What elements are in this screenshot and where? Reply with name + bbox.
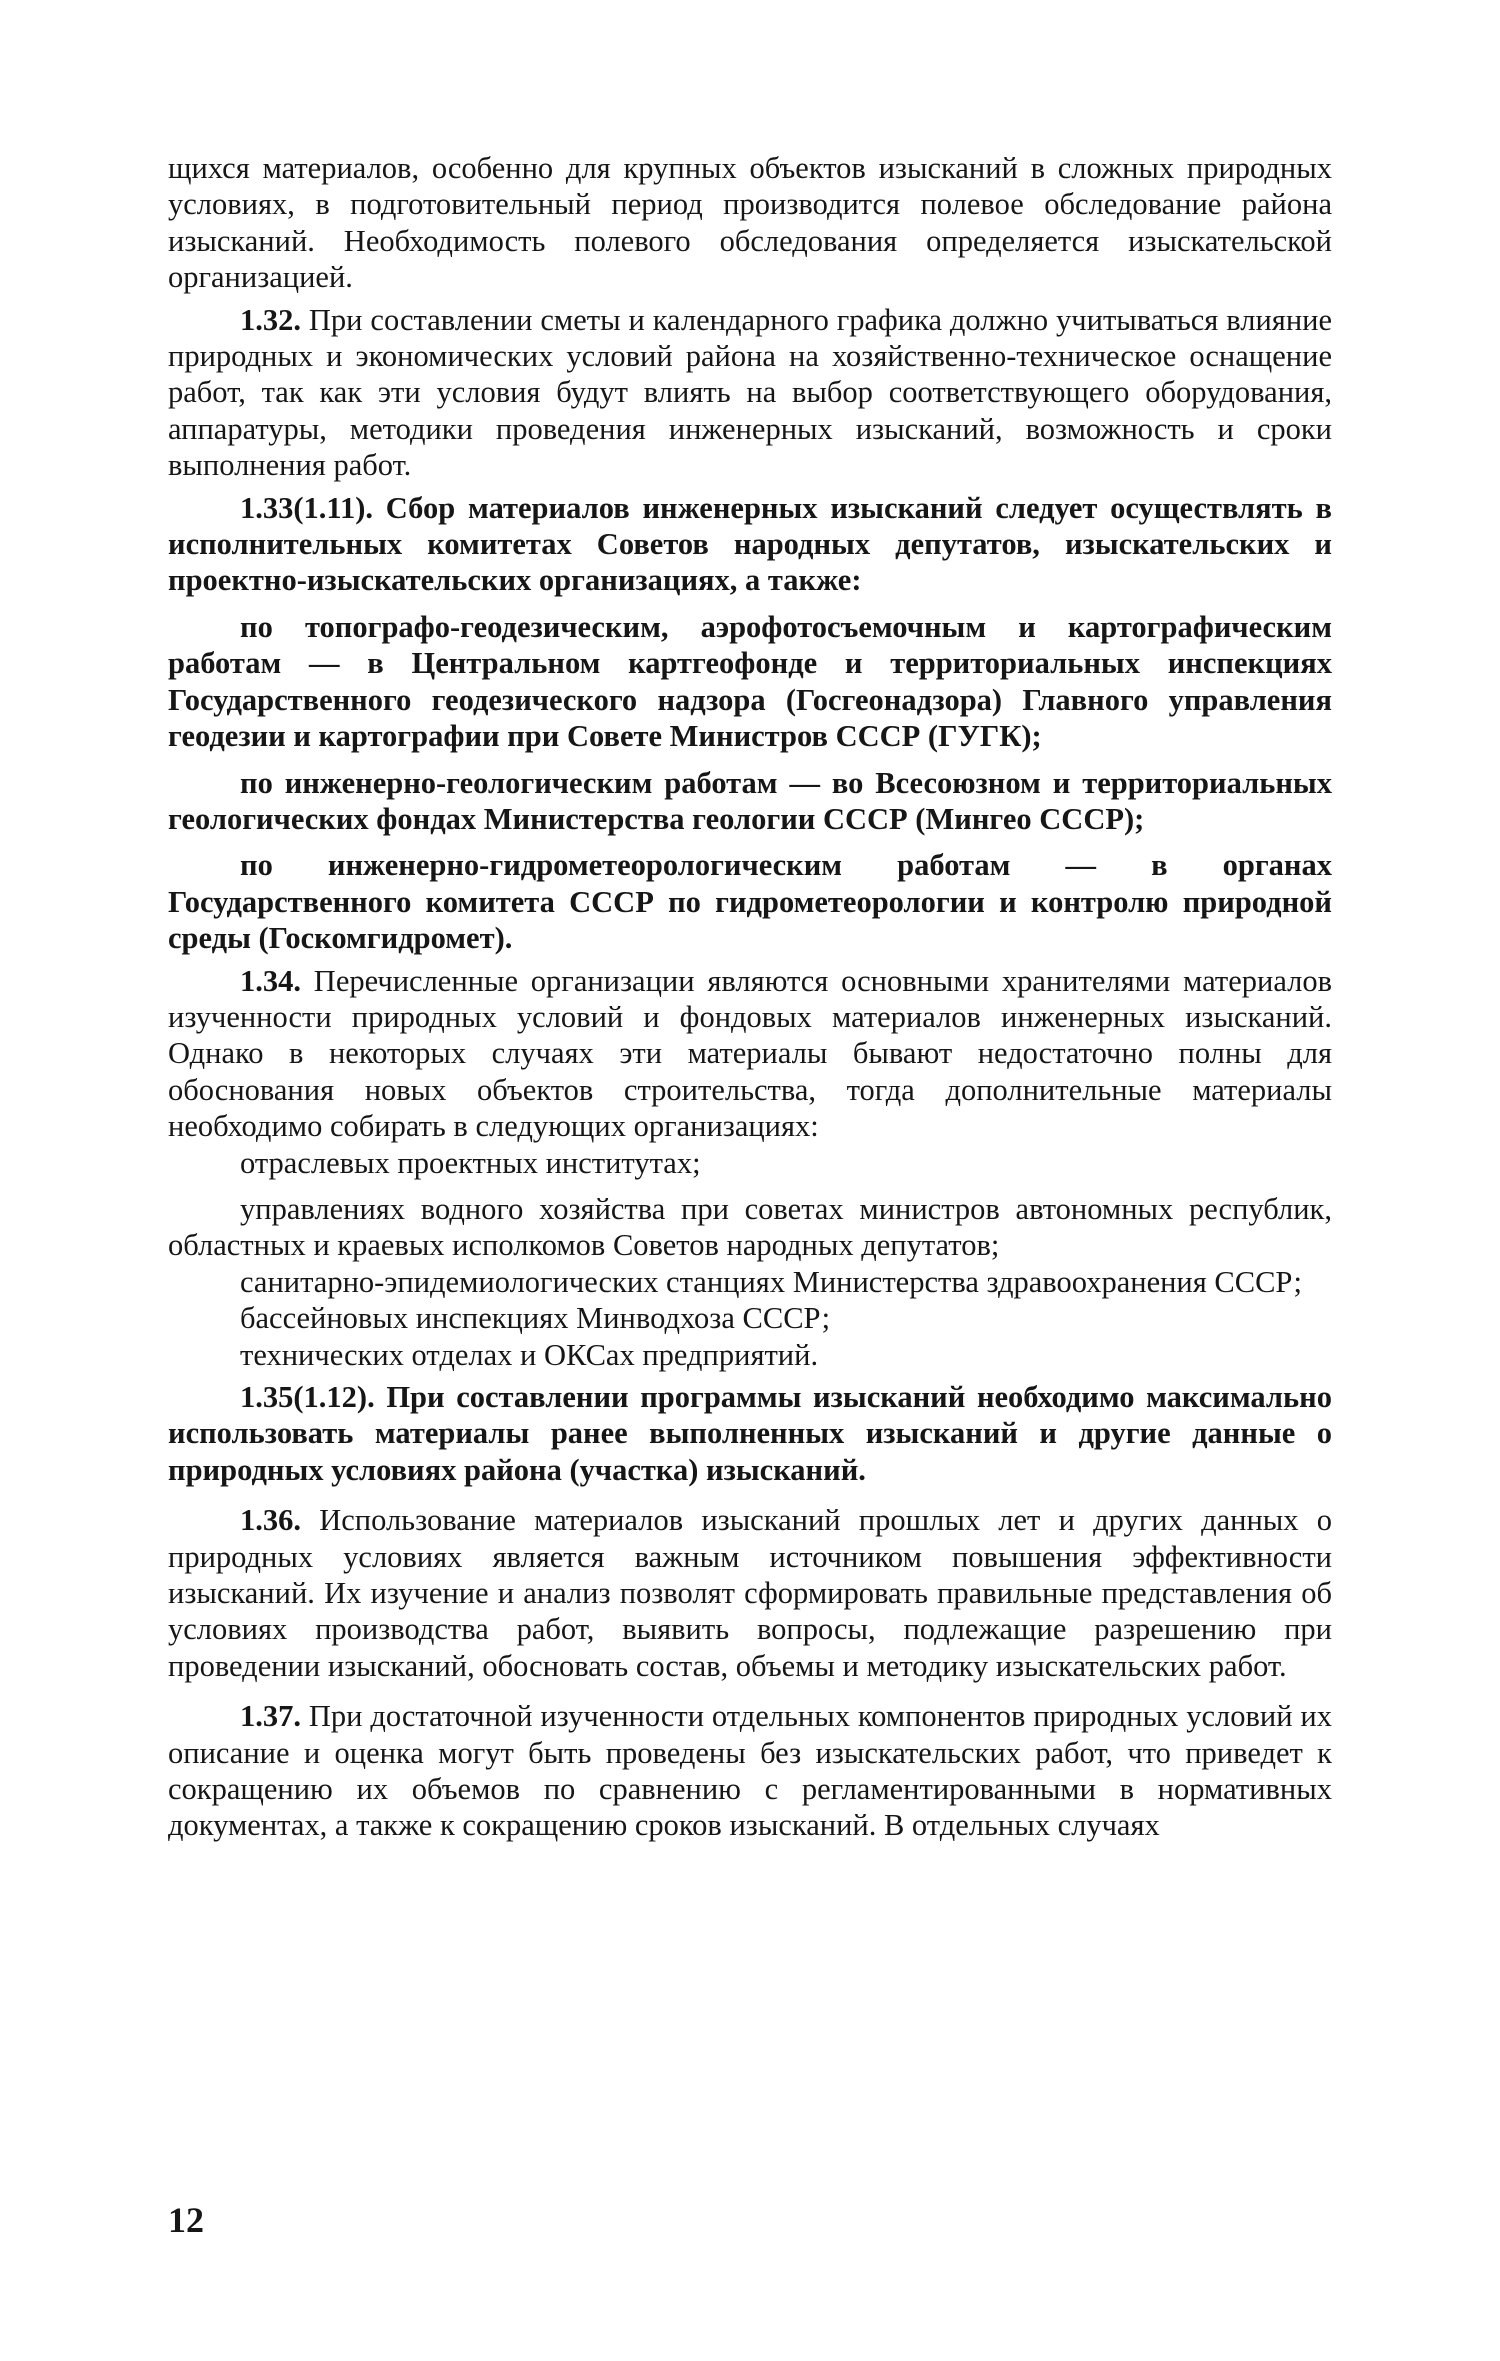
list-item — [168, 609, 1332, 755]
paragraph-1-37 — [168, 1698, 1332, 1844]
paragraph-1-33 — [168, 490, 1332, 599]
list-item — [168, 1191, 1332, 1264]
paragraph-1-34 — [168, 963, 1332, 1145]
paragraph-number: 1.35(1.12). — [240, 1380, 375, 1414]
list-item — [168, 1264, 1332, 1300]
paragraph-1-36 — [168, 1502, 1332, 1684]
paragraph-text: Использование материалов изысканий прошлых лет и других данных о природных условиях является важным источником повышения эффективности изысканий. Их изучение и анализ позволят сформировать правильные представления об условиях производства работ, выявить вопросы, подлежащие разрешению при проведении изысканий, обосновать состав, объемы и методику изыскательских работ. — [168, 1503, 1332, 1683]
page-number: 12 — [168, 2200, 204, 2240]
paragraph-1-35 — [168, 1379, 1332, 1488]
paragraph-number: 1.37. — [240, 1699, 301, 1734]
paragraph-text: управлениях водного хозяйства при советах министров автономных республик, областных и краевых исполкомов Советов народных депутатов; — [168, 1191, 1332, 1263]
paragraph-text: щихся материалов, особенно для крупных объектов изысканий в сложных природных условиях, в подготовительный период производится полевое обследование района изысканий. Необходимость полевого обследования определяется изыскательской организацией. — [168, 151, 1332, 295]
paragraph-text: санитарно-эпидемиологических станциях Министерства здравоохранения СССР; — [240, 1264, 1303, 1299]
paragraph-text: по инженерно-гидрометеорологическим работам — в органах Государственного комитета СССР по гидрометеорологии и контролю природной среды (Госкомгидромет). — [168, 848, 1332, 956]
paragraph-text: бассейновых инспекциях Минводхоза СССР; — [240, 1301, 831, 1336]
text-body — [168, 150, 1332, 1844]
paragraph-continuation — [168, 150, 1332, 296]
list-item — [168, 765, 1332, 838]
paragraph-number: 1.34. — [240, 963, 301, 998]
list-item — [168, 1145, 1332, 1181]
list-item — [168, 847, 1332, 956]
paragraph-text: по инженерно-геологическим работам — во Всесоюзном и территориальных геологических фондах Министерства геологии СССР (Мингео СССР); — [168, 765, 1332, 836]
paragraph-text: При составлении сметы и календарного графика должно учитываться влияние природных и экономических условий района на хозяйственно-техническое оснащение работ, так как эти условия будут влиять на выбор соответствующего оборудования, аппаратуры, методики проведения инженерных изысканий, возможность и сроки выполнения работ. — [168, 302, 1332, 483]
paragraph-number: 1.36. — [240, 1503, 301, 1538]
paragraph-text: по топографо-геодезическим, аэрофотосъемочным и картографическим работам — в Центральном картгеофонде и территориальных инспекциях Государственного геодезического надзора (Госгеонадзора) Главного управления геодезии и картографии при Совете Министров СССР (ГУГК); — [168, 609, 1332, 754]
paragraph-text: При составлении программы изысканий необходимо максимально использовать материалы ранее выполненных изысканий и другие данные о природных условиях района (участка) изысканий. — [168, 1380, 1332, 1487]
list-item — [168, 1337, 1332, 1373]
paragraph-number: 1.32. — [240, 302, 301, 337]
paragraph-number: 1.33(1.11). — [240, 490, 374, 525]
paragraph-1-32 — [168, 302, 1332, 484]
paragraph-text: технических отделах и ОКСах предприятий. — [240, 1337, 819, 1372]
paragraph-text: Перечисленные организации являются основными хранителями материалов изученности природных условий и фондовых материалов инженерных изысканий. Однако в некоторых случаях эти материалы бывают недостаточно полны для обоснования новых объектов строительства, тогда дополнительные материалы необходимо собирать в следующих организациях: — [168, 963, 1332, 1144]
paragraph-text: При достаточной изученности отдельных компонентов природных условий их описание и оценка могут быть проведены без изыскательских работ, что приведет к сокращению их объемов по сравнению с регламентированными в нормативных документах, а также к сокращению сроков изысканий. В отдельных случаях — [168, 1699, 1332, 1843]
list-item — [168, 1300, 1332, 1336]
paragraph-text: Сбор материалов инженерных изысканий следует осуществлять в исполнительных комитетах Советов народных депутатов, изыскательских и проектно-изыскательских организациях, а также: — [168, 490, 1332, 598]
paragraph-text: отраслевых проектных институтах; — [240, 1145, 701, 1180]
